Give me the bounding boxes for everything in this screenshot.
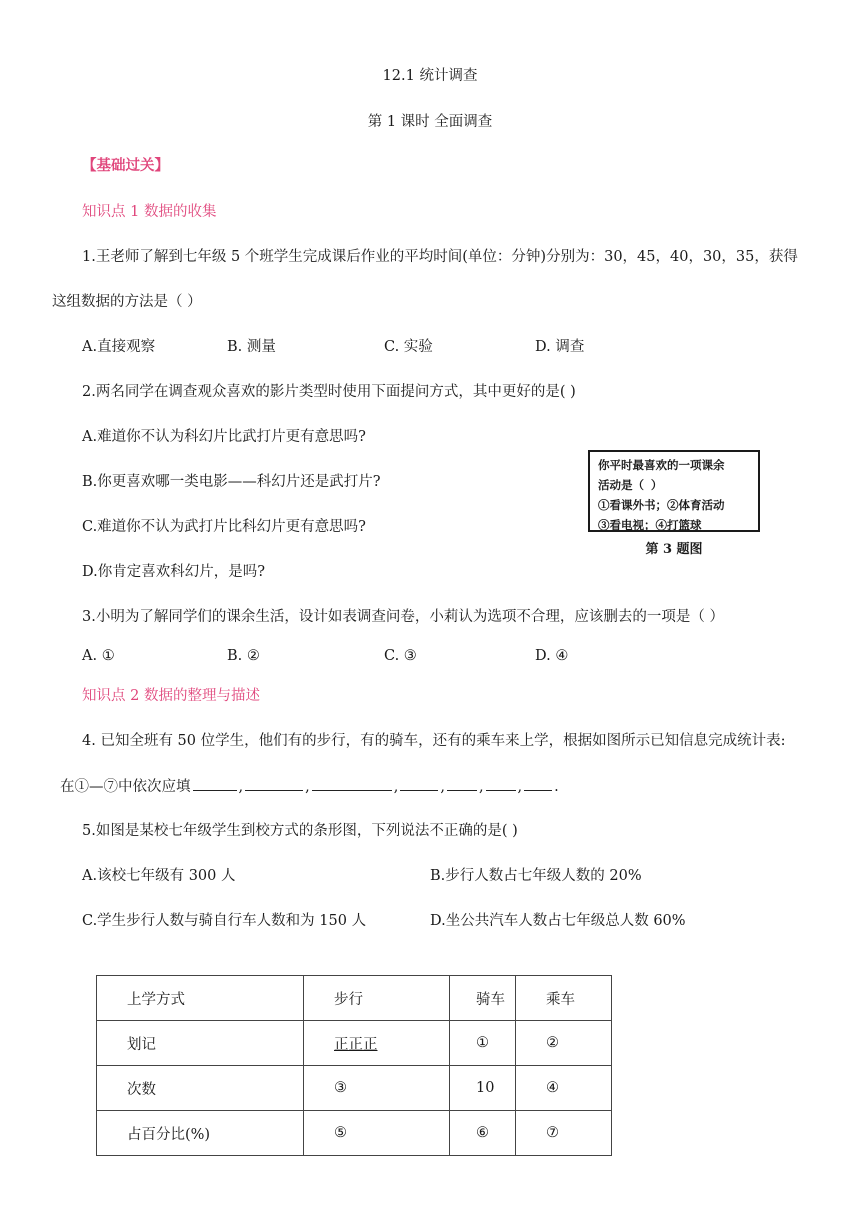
table-row [97,1111,612,1156]
q1-option-b: B. 测量 [227,339,276,355]
q5-option-d: D.坐公共汽车人数占七年级总人数 60% [430,913,686,929]
q5-option-a: A.该校七年级有 300 人 [82,868,236,884]
survey-line-2: 活动是（ ） [598,478,663,492]
table-cell: 划记 [97,1021,304,1066]
table-cell: 次数 [97,1066,304,1111]
section-title: 12.1 统计调查 [382,68,478,84]
table-cell: ② [516,1021,612,1066]
q1-option-a: A.直接观察 [82,339,156,355]
q3-stem: 3.小明为了解同学们的课余生活，设计如表调查问卷，小莉认为选项不合理，应该删去的一项是（ ） [82,609,724,625]
q5-option-c: C.学生步行人数与骑自行车人数和为 150 人 [82,913,367,929]
table-row [97,1066,612,1111]
q1-line1: 1.王老师了解到七年级 5 个班学生完成课后作业的平均时间(单位：分钟)分别为：30，45，40，30，35，获得 [82,249,798,265]
table-cell: ③ [304,1066,450,1111]
q4-line1: 4. 已知全班有 50 位学生，他们有的步行，有的骑车，还有的乘车来上学，根据如图所示已知信息完成统计表: [82,733,786,749]
q1-option-d: D. 调查 [535,339,585,355]
q1-option-c: C. 实验 [384,339,433,355]
q1-line2: 这组数据的方法是（ ） [52,294,202,310]
table-row [97,1021,612,1066]
statistics-table [96,975,612,1156]
q3-option-c: C. ③ [384,648,417,664]
table-header-cell: 上学方式 [97,976,304,1021]
table-header-cell: 骑车 [450,976,516,1021]
blank-4[interactable] [400,776,438,791]
survey-line-3: ①看课外书；②体育活动 [598,498,725,512]
table-cell: ⑥ [450,1111,516,1156]
blank-1[interactable] [193,776,237,791]
q3-option-d: D. ④ [535,648,569,664]
knowledge-point-2: 知识点 2 数据的整理与描述 [82,688,260,704]
table-cell: 10 [450,1066,516,1111]
q2-option-b: B.你更喜欢哪一类电影——科幻片还是武打片? [82,474,381,490]
q5-option-b: B.步行人数占七年级人数的 20% [430,868,642,884]
table-cell: 正正正 [304,1021,450,1066]
q5-stem: 5.如图是某校七年级学生到校方式的条形图，下列说法不正确的是( ) [82,823,518,839]
basic-label: 【基础过关】 [82,157,169,174]
survey-line-1: 你平时最喜欢的一项课余 [598,458,725,472]
lesson-title: 第 1 课时 全面调查 [367,114,493,130]
survey-caption: 第 3 题图 [645,542,703,557]
table-header-cell: 步行 [304,976,450,1021]
survey-line-4: ③看电视；④打篮球 [598,518,702,532]
table-header-cell: 乘车 [516,976,612,1021]
blank-3[interactable] [312,776,392,791]
blank-5[interactable] [447,776,477,791]
q2-option-a: A.难道你不认为科幻片比武打片更有意思吗? [82,429,366,445]
survey-figure [588,450,760,532]
blank-7[interactable] [524,776,552,791]
table-cell: ④ [516,1066,612,1111]
q4-line2: 在①—⑦中依次应填 , , , , , , . [60,776,559,797]
q2-option-c: C.难道你不认为武打片比科幻片更有意思吗? [82,519,366,535]
table-cell: 占百分比(%) [97,1111,304,1156]
knowledge-point-1: 知识点 1 数据的收集 [82,204,217,220]
table-header-row [97,976,612,1021]
blank-6[interactable] [486,776,516,791]
q3-option-b: B. ② [227,648,260,664]
q4-line2-prefix: 在①—⑦中依次应填 [60,779,191,795]
q2-stem: 2.两名同学在调查观众喜欢的影片类型时使用下面提问方式，其中更好的是( ) [82,384,576,400]
table-cell: ⑤ [304,1111,450,1156]
q2-option-d: D.你肯定喜欢科幻片，是吗? [82,564,265,580]
table-cell: ① [450,1021,516,1066]
blank-2[interactable] [245,776,303,791]
q3-option-a: A. ① [82,648,115,664]
table-cell: ⑦ [516,1111,612,1156]
